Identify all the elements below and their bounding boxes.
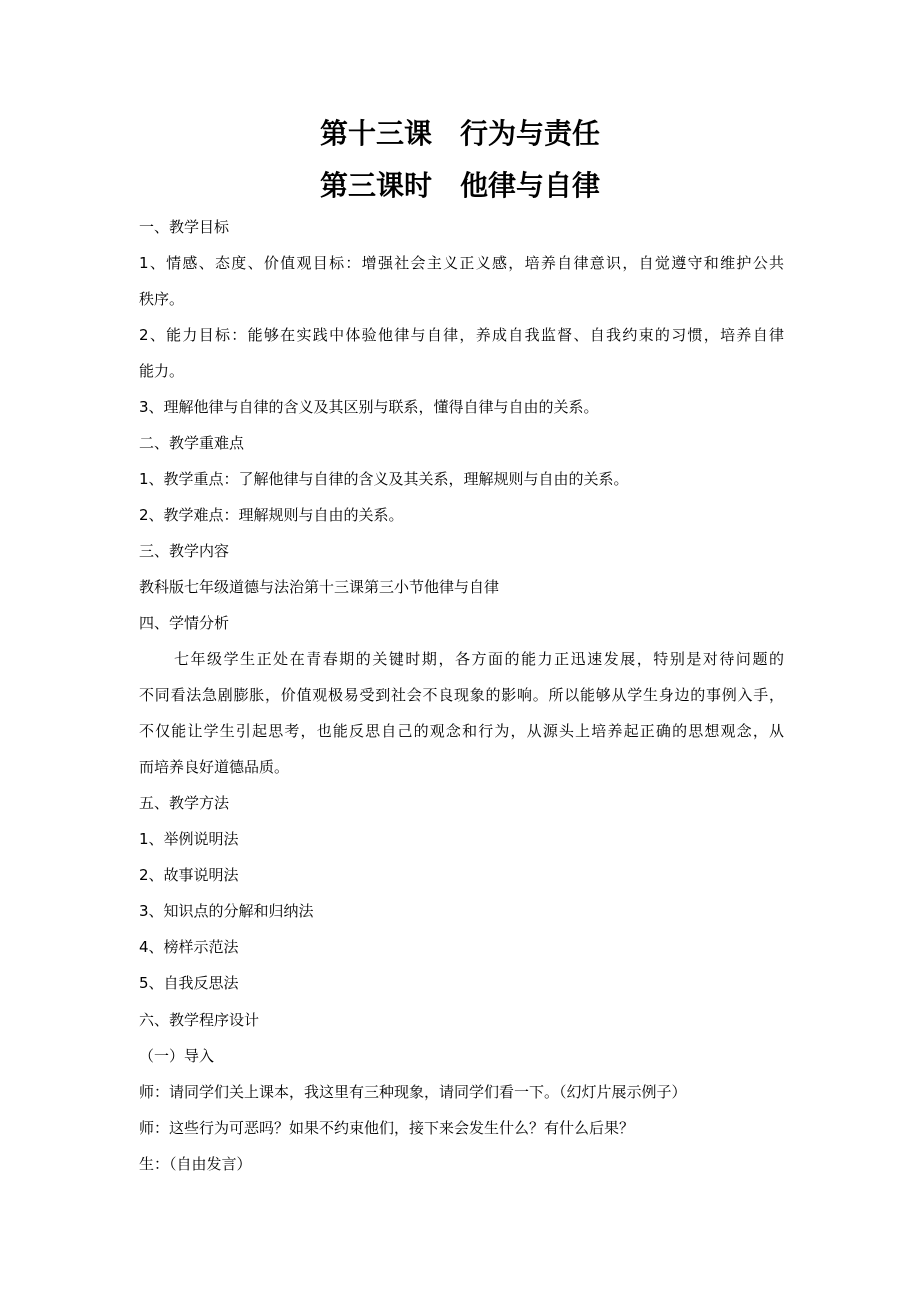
goals-heading: 一、教学目标: [139, 218, 230, 236]
teacher-line-2: 师：这些行为可恶吗？如果不约束他们，接下来会发生什么？有什么后果？: [139, 1119, 635, 1137]
procedure-heading: 六、教学程序设计: [139, 1011, 260, 1029]
focus-1: 1、教学重点：了解他律与自律的含义及其关系，理解规则与自由的关系。: [139, 470, 629, 488]
analysis-line-3: 不仅能让学生引起思考，也能反思自己的观念和行为，从源头上培养起正确的思想观念，从: [139, 722, 784, 740]
content-text: 教科版七年级道德与法治第十三课第三小节他律与自律: [139, 578, 500, 596]
analysis-line-4: 而培养良好道德品质。: [139, 758, 290, 776]
analysis-line-2: 不同看法急剧膨胀，价值观极易受到社会不良现象的影响。所以能够从学生身边的事例入手，: [139, 686, 784, 704]
method-4: 4、榜样示范法: [139, 938, 239, 956]
teacher-line-1: 师：请同学们关上课本，我这里有三种现象，请同学们看一下。（幻灯片展示例子）: [139, 1083, 687, 1101]
analysis-heading: 四、学情分析: [139, 614, 230, 632]
content-heading: 三、教学内容: [139, 542, 230, 560]
method-3: 3、知识点的分解和归纳法: [139, 902, 314, 920]
goal-1-line-1: 1、情感、态度、价值观目标：增强社会主义正义感，培养自律意识，自觉遵守和维护公共: [139, 254, 784, 272]
analysis-line-1: 七年级学生正处在青春期的关键时期，各方面的能力正迅速发展，特别是对待问题的: [174, 650, 784, 668]
goal-2-line-1: 2、能力目标：能够在实践中体验他律与自律，养成自我监督、自我约束的习惯，培养自律: [139, 326, 784, 344]
intro-heading: （一）导入: [139, 1047, 215, 1065]
focus-2: 2、教学难点：理解规则与自由的关系。: [139, 506, 404, 524]
student-line-1: 生：（自由发言）: [139, 1155, 252, 1173]
method-1: 1、举例说明法: [139, 830, 239, 848]
lesson-title: 第十三课 行为与责任: [319, 117, 600, 150]
goal-1-line-2: 秩序。: [139, 290, 185, 308]
method-5: 5、自我反思法: [139, 974, 239, 992]
focus-heading: 二、教学重难点: [139, 434, 245, 452]
goal-3: 3、理解他律与自律的含义及其区别与联系，懂得自律与自由的关系。: [139, 398, 599, 416]
lesson-subtitle: 第三课时 他律与自律: [319, 169, 600, 202]
goal-2-line-2: 能力。: [139, 362, 185, 380]
methods-heading: 五、教学方法: [139, 794, 230, 812]
method-2: 2、故事说明法: [139, 866, 239, 884]
